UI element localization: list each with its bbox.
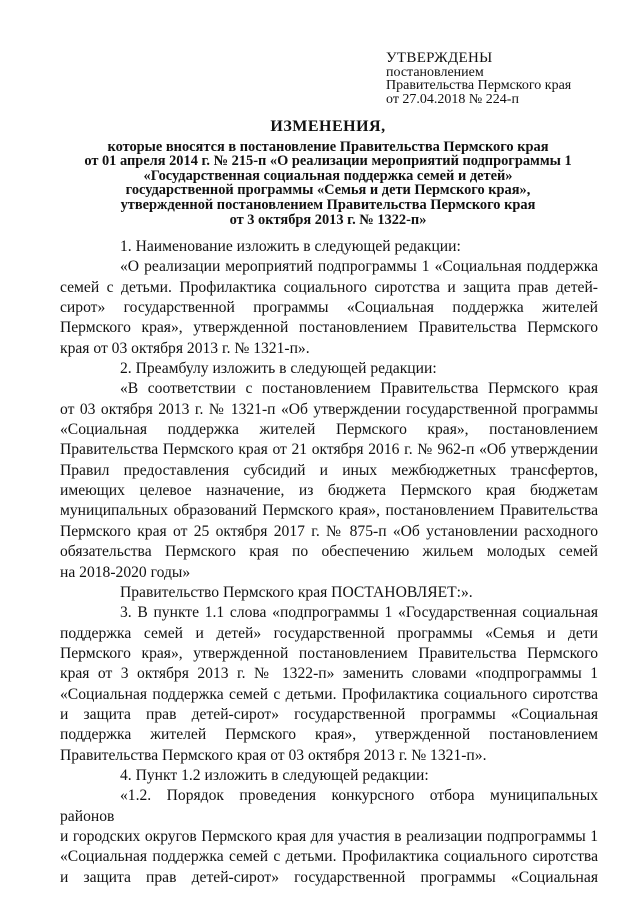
body-line: «Социальная поддержка жителей Пермского края», постановлением: [60, 421, 598, 439]
body-line: края от 3 октября 2013 г. № 1322-п» заменить словами «подпрограммы 1: [60, 665, 598, 683]
approval-line-resolution: постановлением: [386, 64, 484, 80]
body-line: и городских округов Пермского края для участия в реализации подпрограммы 1: [60, 827, 598, 845]
approval-line-date: от 27.04.2018 № 224-п: [386, 91, 519, 107]
body-line: Пермского края», утвержденной постановлением Правительства Пермского: [60, 319, 598, 337]
approval-line-government: Правительства Пермского края: [386, 78, 572, 93]
body-line: 3. В пункте 1.1 слова «подпрограммы 1 «Государственная социальная: [120, 604, 598, 622]
body-line: и защита прав детей-сирот» государственной программы «Социальная: [60, 868, 598, 886]
body-line: и защита прав детей-сирот» государственной программы «Социальная: [60, 705, 598, 723]
body-line: от 03 октября 2013 г. № 1321-п «Об утверждении государственной программы: [60, 400, 598, 418]
title-heading: ИЗМЕНЕНИЯ,: [270, 118, 386, 135]
body-line: на 2018-2020 годы»: [60, 563, 191, 581]
body-line: Правил предоставления субсидий и иных межбюджетных трансфертов,: [60, 461, 598, 479]
title-line: которые вносятся в постановление Правительства Пермского края: [107, 138, 549, 155]
body-line: 2. Преамбулу изложить в следующей редакции:: [120, 360, 437, 378]
body-line: поддержка жителей Пермского края», утвержденной постановлением: [60, 726, 598, 744]
body-line: семей с детьми. Профилактика социального сиротства и защита прав детей-: [60, 278, 598, 296]
document-title: [60, 120, 596, 227]
body-line: сирот» государственной программы «Социальная поддержка жителей: [60, 299, 598, 317]
title-line: «Государственная социальная поддержка семей и детей»: [143, 167, 513, 184]
body-line: 1. Наименование изложить в следующей редакции:: [120, 238, 461, 255]
body-line: Правительства Пермского края от 03 октября 2013 г. № 1321-п».: [60, 746, 487, 764]
title-line: государственной программы «Семья и дети Пермского края»,: [125, 182, 531, 199]
approval-heading: УТВЕРЖДЕНЫ: [386, 50, 493, 66]
body-line: имеющих целевое назначение, из бюджета Пермского края бюджетам: [60, 482, 598, 500]
body-line: «О реализации мероприятий подпрограммы 1 «Социальная поддержка: [120, 258, 598, 276]
body-line: Пермского края от 25 октября 2017 г. № 875-п «Об установлении расходного: [60, 522, 598, 540]
approval-stamp: [386, 52, 571, 106]
title-line: от 3 октября 2013 г. № 1322-п»: [229, 211, 427, 228]
title-line: от 01 апреля 2014 г. № 215-п «О реализации мероприятий подпрограммы 1: [84, 153, 572, 170]
body-line: поддержка семей и детей» государственной программы «Семья и дети: [60, 624, 598, 642]
body-line: 4. Пункт 1.2 изложить в следующей редакции:: [120, 766, 429, 784]
body-line: Правительства Пермского края от 21 октября 2016 г. № 962-п «Об утверждении: [60, 441, 598, 459]
body-line: «В соответствии с постановлением Правительства Пермского края: [120, 380, 598, 398]
body-line: муниципальных образований Пермского края», постановлением Правительства: [60, 502, 598, 520]
body-line: обязательства Пермского края по обеспечению жильем молодых семей: [60, 543, 598, 561]
body-line: «Социальная поддержка семей с детьми. Профилактика социального сиротства: [60, 848, 598, 866]
body-line: Правительство Пермского края ПОСТАНОВЛЯЕТ:».: [120, 583, 473, 601]
body-line: «1.2. Порядок проведения конкурсного отбора муниципальных районов: [60, 787, 598, 825]
body-line: Пермского края», утвержденной постановлением Правительства Пермского: [60, 644, 598, 662]
body-line: края от 03 октября 2013 г. № 1321-п».: [60, 339, 310, 357]
title-line: утвержденной постановлением Правительства Пермского края: [120, 196, 536, 213]
body-line: «Социальная поддержка семей с детьми. Профилактика социального сиротства: [60, 685, 598, 703]
document-body: [60, 237, 598, 888]
